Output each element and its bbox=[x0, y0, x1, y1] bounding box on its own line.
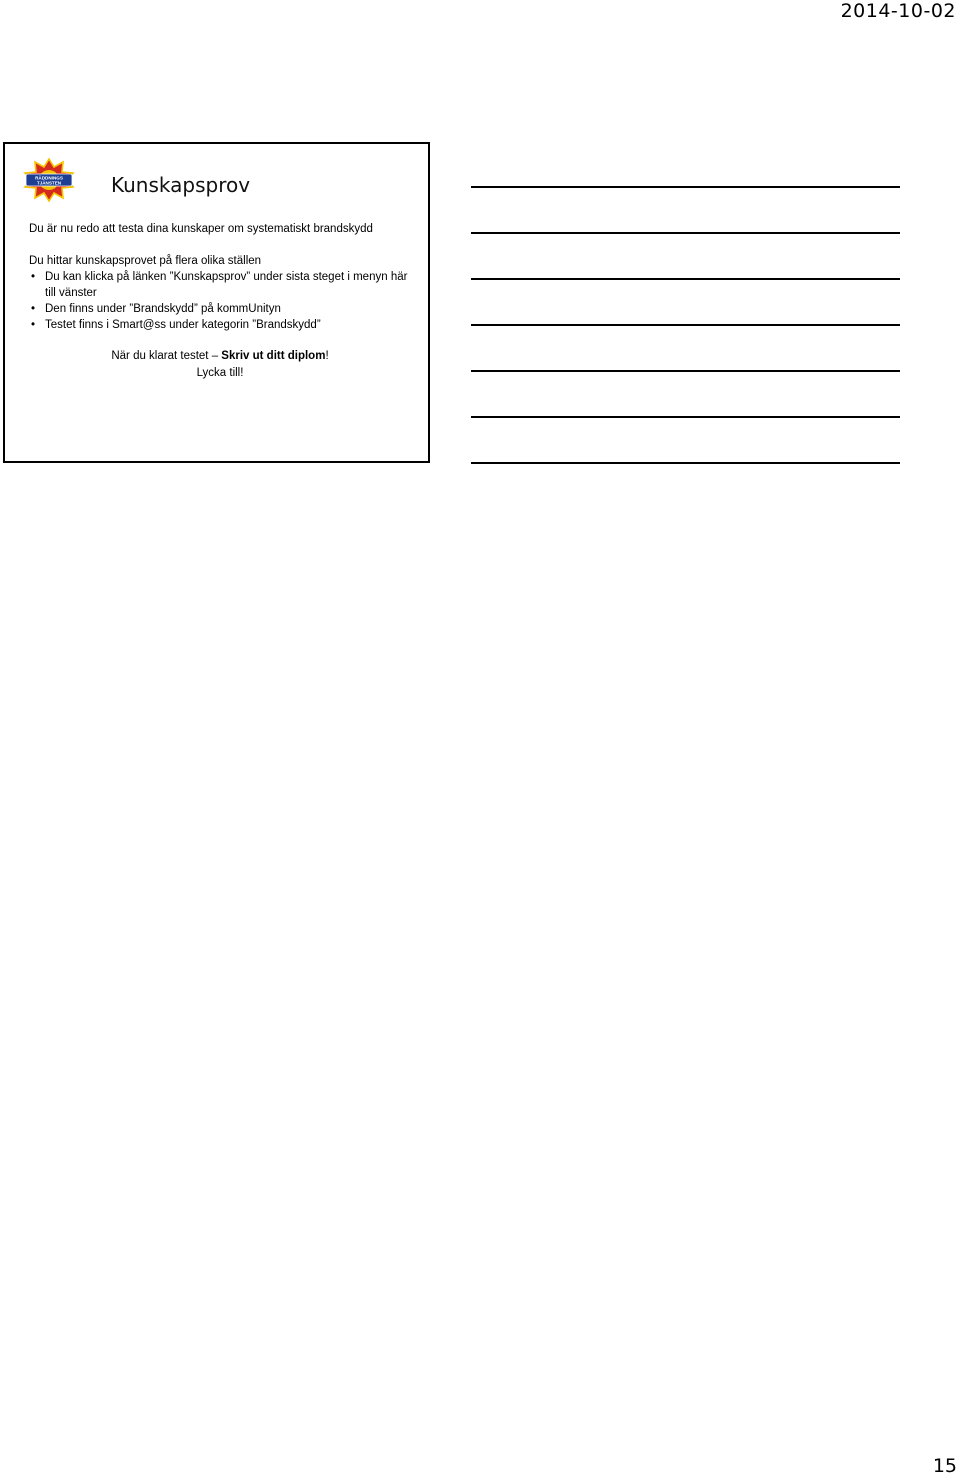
note-line bbox=[471, 462, 900, 464]
slide-title: Kunskapsprov bbox=[111, 173, 251, 197]
note-line bbox=[471, 186, 900, 188]
note-line bbox=[471, 370, 900, 372]
note-line bbox=[471, 278, 900, 280]
note-line bbox=[471, 232, 900, 234]
closing-bold: Skriv ut ditt diplom bbox=[221, 350, 326, 362]
closing-line-2: Lycka till! bbox=[196, 367, 244, 379]
bullet-item: • Den finns under ”Brandskydd” på kommUnityn bbox=[29, 301, 419, 317]
raddningstjanst-logo-icon bbox=[23, 158, 75, 202]
note-line bbox=[471, 324, 900, 326]
slide-body bbox=[29, 221, 419, 382]
closing-text bbox=[29, 348, 411, 382]
bullet-item: • Du kan klicka på länken ”Kunskapsprov” under sista steget i menyn här till vänster bbox=[29, 269, 419, 301]
svg-text:RÄDDNINGS: RÄDDNINGS bbox=[35, 175, 63, 181]
page-date: 2014-10-02 bbox=[840, 0, 956, 22]
svg-text:TJÄNSTEN: TJÄNSTEN bbox=[36, 180, 62, 186]
note-line bbox=[471, 416, 900, 418]
bullet-item: • Testet finns i Smart@ss under kategorin ”Brandskydd” bbox=[29, 317, 419, 333]
closing-prefix: När du klarat testet – bbox=[111, 350, 222, 362]
slide-thumbnail bbox=[3, 142, 430, 463]
bullet-list bbox=[29, 269, 419, 333]
notes-lines bbox=[471, 186, 900, 508]
closing-line-1 bbox=[29, 348, 411, 365]
closing-suffix: ! bbox=[325, 350, 329, 362]
subhead-text: Du hittar kunskapsprovet på flera olika ställen bbox=[29, 255, 262, 267]
intro-text: Du är nu redo att testa dina kunskaper om systematiskt brandskydd bbox=[29, 223, 373, 235]
page-number: 15 bbox=[932, 1455, 957, 1477]
